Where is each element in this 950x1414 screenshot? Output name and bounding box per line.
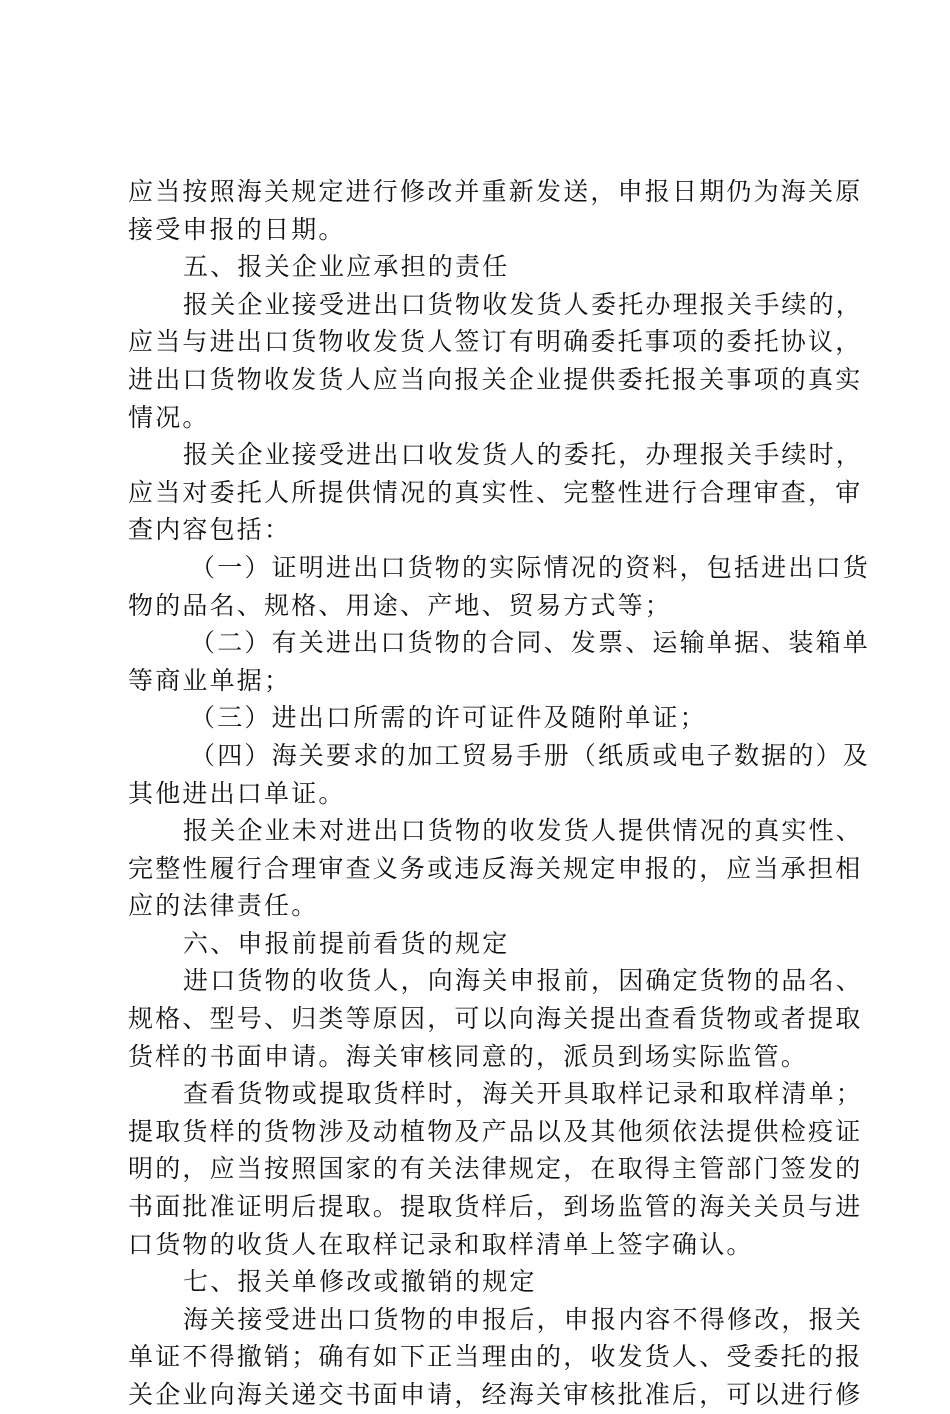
paragraph-line: 报关企业接受进出口货物收发货人委托办理报关手续的， <box>183 289 864 319</box>
paragraph-line: 明的，应当按照国家的有关法律规定，在取得主管部门签发的 <box>128 1154 863 1184</box>
paragraph-line: 查内容包括： <box>128 515 292 545</box>
document-body <box>128 173 871 1414</box>
section-heading: 六、申报前提前看货的规定 <box>183 928 510 958</box>
paragraph-line: 规格、型号、归类等原因，可以向海关提出查看货物或者提取 <box>128 1004 863 1034</box>
section-heading: 七、报关单修改或撤销的规定 <box>183 1267 537 1297</box>
paragraph-line: 进出口货物收发货人应当向报关企业提供委托报关事项的真实 <box>128 364 863 394</box>
paragraph-line: 单证不得撤销；确有如下正当理由的，收发货人、受委托的报 <box>128 1342 863 1372</box>
paragraph-line: 书面批准证明后提取。提取货样后，到场监管的海关关员与进 <box>128 1192 863 1222</box>
paragraph-line: 报关企业接受进出口收发货人的委托，办理报关手续时， <box>183 440 864 470</box>
paragraph-line: 海关接受进出口货物的申报后，申报内容不得修改，报关 <box>183 1304 864 1334</box>
paragraph-line: 关企业向海关递交书面申请，经海关审核批准后，可以进行修 <box>128 1380 863 1409</box>
paragraph-line: 应当与进出口货物收发货人签订有明确委托事项的委托协议， <box>128 327 863 357</box>
list-item-line: 其他进出口单证。 <box>128 778 346 808</box>
paragraph-line: 报关企业未对进出口货物的收发货人提供情况的真实性、 <box>183 816 864 846</box>
list-item-line: （二）有关进出口货物的合同、发票、运输单据、装箱单 <box>190 628 871 658</box>
paragraph-line: 应当按照海关规定进行修改并重新发送，申报日期仍为海关原 <box>128 177 863 206</box>
paragraph-line: 接受申报的日期。 <box>128 214 346 244</box>
list-item-line: （四）海关要求的加工贸易手册（纸质或电子数据的）及 <box>190 740 871 770</box>
list-item-line: 等商业单据； <box>128 665 292 695</box>
paragraph-line: 口货物的收货人在取样记录和取样清单上签字确认。 <box>128 1229 754 1259</box>
paragraph-line: 进口货物的收货人，向海关申报前，因确定货物的品名、 <box>183 966 864 996</box>
section-heading: 五、报关企业应承担的责任 <box>183 252 510 282</box>
paragraph-line: 查看货物或提取货样时，海关开具取样记录和取样清单； <box>183 1079 864 1109</box>
list-item-line: 物的品名、规格、用途、产地、贸易方式等； <box>128 590 673 620</box>
paragraph-line: 应当对委托人所提供情况的真实性、完整性进行合理审查，审 <box>128 477 863 507</box>
list-item-line: （一）证明进出口货物的实际情况的资料，包括进出口货 <box>190 552 871 582</box>
paragraph-line: 货样的书面申请。海关审核同意的，派员到场实际监管。 <box>128 1041 809 1071</box>
paragraph-line: 情况。 <box>128 402 210 432</box>
paragraph-line: 应的法律责任。 <box>128 891 319 921</box>
list-item-line: （三）进出口所需的许可证件及随附单证； <box>190 703 707 733</box>
paragraph-line: 完整性履行合理审查义务或违反海关规定申报的，应当承担相 <box>128 853 863 883</box>
paragraph-line: 提取货样的货物涉及动植物及产品以及其他须依法提供检疫证 <box>128 1116 863 1146</box>
